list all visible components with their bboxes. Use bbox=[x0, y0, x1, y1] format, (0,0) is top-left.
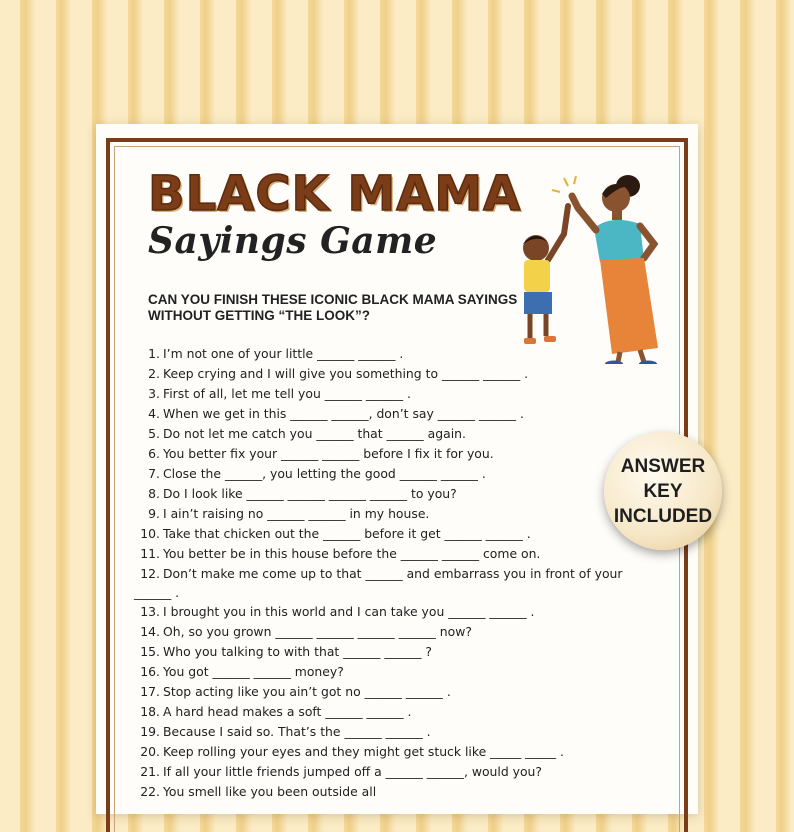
saying-item: 20. Keep rolling your eyes and they might get stuck like _____ _____ . bbox=[140, 744, 564, 759]
page-subtitle: Sayings Game bbox=[148, 220, 438, 262]
saying-item: 21. If all your little friends jumped off a ______ ______, would you? bbox=[140, 764, 542, 779]
saying-item: 15. Who you talking to with that ______ ______ ? bbox=[140, 644, 433, 659]
saying-text: If all your little friends jumped off a ______ ______, would you? bbox=[163, 764, 542, 779]
saying-item: 19. Because I said so. That’s the ______ ______ . bbox=[140, 724, 431, 739]
child-figure bbox=[523, 206, 568, 344]
saying-item: 18. A hard head makes a soft ______ ______ . bbox=[140, 704, 412, 719]
mother-figure bbox=[572, 175, 658, 364]
sparkle-icon bbox=[552, 176, 576, 192]
saying-item: 12. Don’t make me come up to that ______ and embarrass you in front of your ______ . bbox=[134, 566, 623, 600]
saying-item: 2. Keep crying and I will give you something to ______ ______ . bbox=[148, 366, 529, 381]
badge-line-1: ANSWER bbox=[620, 455, 706, 477]
saying-item: 13. I brought you in this world and I can take you ______ ______ . bbox=[140, 604, 535, 619]
saying-text: Keep rolling your eyes and they might get stuck like _____ _____ . bbox=[163, 744, 564, 759]
saying-text: A hard head makes a soft ______ ______ . bbox=[163, 704, 412, 719]
saying-text: Oh, so you grown ______ ______ ______ ______ now? bbox=[163, 624, 472, 639]
saying-text: Stop acting like you ain’t got no ______ ______ . bbox=[163, 684, 451, 699]
saying-text: You smell like you been outside all bbox=[163, 784, 377, 799]
answer-key-badge bbox=[604, 432, 722, 550]
page-title: BLACK MAMA bbox=[148, 166, 522, 222]
saying-item: 5. Do not let me catch you ______ that ______ again. bbox=[148, 426, 466, 441]
saying-text: Do I look like ______ ______ ______ ______ to you? bbox=[163, 486, 457, 501]
saying-item: 6. You better fix your ______ ______ before I fix it for you. bbox=[148, 446, 494, 461]
saying-text: You better be in this house before the ______ ______ come on. bbox=[163, 546, 541, 561]
instruction-question: CAN YOU FINISH THESE ICONIC BLACK MAMA SAYINGS WITHOUT GETTING “THE LOOK”? bbox=[148, 292, 518, 323]
saying-text: Don’t make me come up to that ______ and embarrass you in front of your ______ . bbox=[134, 566, 623, 600]
saying-text: Close the ______, you letting the good ______ ______ . bbox=[163, 466, 486, 481]
saying-text: Because I said so. That’s the ______ ______ . bbox=[163, 724, 431, 739]
mother-child-high-five-illustration bbox=[516, 164, 686, 364]
saying-text: Keep crying and I will give you something to ______ ______ . bbox=[163, 366, 529, 381]
saying-item: 14. Oh, so you grown ______ ______ ______ ______ now? bbox=[140, 624, 472, 639]
saying-item: 8. Do I look like ______ ______ ______ ______ to you? bbox=[148, 486, 457, 501]
saying-text: You got ______ ______ money? bbox=[163, 664, 344, 679]
saying-text: Do not let me catch you ______ that ______ again. bbox=[163, 426, 466, 441]
saying-text: I brought you in this world and I can take you ______ ______ . bbox=[163, 604, 535, 619]
saying-text: Take that chicken out the ______ before it get ______ ______ . bbox=[163, 526, 531, 541]
saying-item: 3. First of all, let me tell you ______ ______ . bbox=[148, 386, 411, 401]
saying-item: 11. You better be in this house before the ______ ______ come on. bbox=[140, 546, 541, 561]
sayings-list bbox=[134, 344, 654, 802]
badge-line-3: INCLUDED bbox=[613, 505, 713, 527]
saying-item: 1. I’m not one of your little ______ ______ . bbox=[148, 346, 404, 361]
saying-text: I ain’t raising no ______ ______ in my house. bbox=[163, 506, 430, 521]
saying-item: 10. Take that chicken out the ______ before it get ______ ______ . bbox=[140, 526, 531, 541]
saying-text: When we get in this ______ ______, don’t say ______ ______ . bbox=[163, 406, 524, 421]
saying-item: 4. When we get in this ______ ______, don’t say ______ ______ . bbox=[148, 406, 524, 421]
saying-item: 16. You got ______ ______ money? bbox=[140, 664, 344, 679]
saying-item: 9. I ain’t raising no ______ ______ in my house. bbox=[148, 506, 430, 521]
saying-text: I’m not one of your little ______ ______ . bbox=[163, 346, 404, 361]
saying-item: 7. Close the ______, you letting the good ______ ______ . bbox=[148, 466, 486, 481]
saying-text: Who you talking to with that ______ ______ ? bbox=[163, 644, 433, 659]
saying-text: First of all, let me tell you ______ ______ . bbox=[163, 386, 411, 401]
saying-item: 17. Stop acting like you ain’t got no ______ ______ . bbox=[140, 684, 451, 699]
saying-text: You better fix your ______ ______ before I fix it for you. bbox=[163, 446, 494, 461]
badge-line-2: KEY bbox=[643, 480, 683, 502]
saying-item: 22. You smell like you been outside all bbox=[140, 784, 377, 799]
